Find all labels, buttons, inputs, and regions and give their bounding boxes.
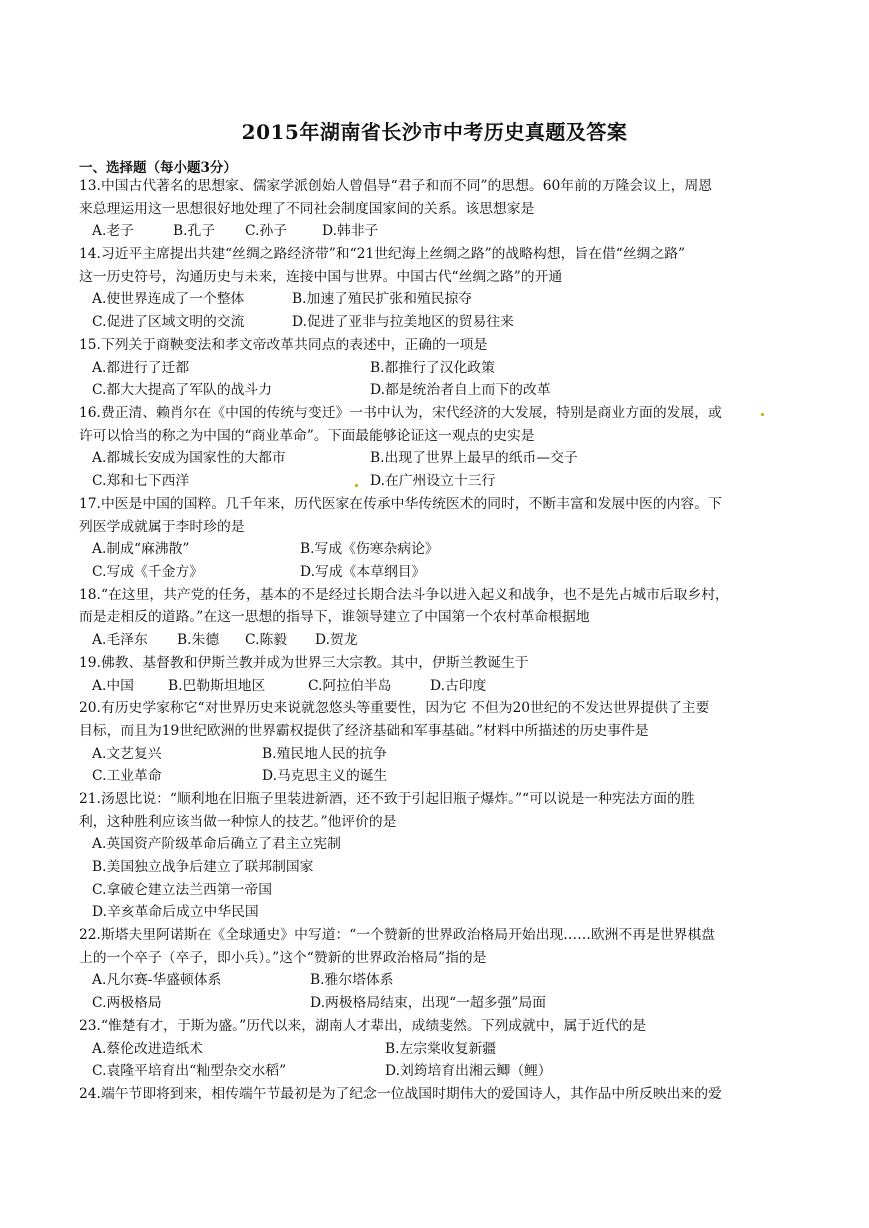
q23-option-a: A.蔡伦改进造纸术: [92, 1041, 203, 1057]
question-14-line-2: 这一历史符号，沟通历史与未来，连接中国与世界。中国古代“丝绸之路”的开通: [79, 269, 563, 285]
q18-option-c: C.陈毅: [245, 632, 288, 648]
q13-option-b: B.孔子: [173, 223, 216, 239]
question-19-line-1: 19.佛教、基督教和伊斯兰教并成为世界三大宗教。其中，伊斯兰教诞生于: [79, 655, 529, 671]
q16-option-b: B.出现了世界上最早的纸币—交子: [370, 450, 578, 466]
q23-option-b: B.左宗棠收复新疆: [385, 1041, 497, 1057]
q17-option-b: B.写成《伤寒杂病论》: [300, 541, 439, 557]
question-15-line-1: 15.下列关于商鞅变法和孝文帝改革共同点的表述中，正确的一项是: [79, 337, 488, 353]
question-20-line-1: 20.有历史学家称它“对世界历史来说就忽悠头等重要性，因为它 不但为20世纪的不发达世界提供了主要: [79, 700, 710, 716]
q14-option-d: D.促进了亚非与拉美地区的贸易往来: [292, 314, 514, 330]
q13-option-c: C.孙子: [245, 223, 288, 239]
question-16-line-1: 16.费正清、赖肖尔在《中国的传统与变迁》一书中认为，宋代经济的大发展，特别是商业方面的发展，或: [79, 405, 722, 421]
q18-option-b: B.朱德: [177, 632, 220, 648]
q16-option-d: D.在广州设立十三行: [370, 473, 496, 489]
q21-option-c: C.拿破仑建立法兰西第一帝国: [92, 882, 273, 898]
section-heading: 一、选择题（每小题3分）: [79, 160, 237, 176]
q22-option-c: C.两极格局: [92, 995, 162, 1011]
q23-option-c: C.袁隆平培育出“籼型杂交水稻”: [92, 1063, 287, 1079]
q21-option-d: D.辛亥革命后成立中华民国: [92, 904, 259, 920]
q22-option-d: D.两极格局结束，出现“一超多强”局面: [310, 995, 547, 1011]
q17-option-c: C.写成《千金方》: [92, 564, 204, 580]
question-17-line-2: 列医学成就属于李时珍的是: [79, 519, 245, 535]
q17-option-d: D.写成《本草纲目》: [300, 564, 426, 580]
q19-option-d: D.古印度: [430, 678, 487, 694]
q21-option-a: A.英国资产阶级革命后确立了君主立宪制: [92, 836, 341, 852]
q20-option-a: A.文艺复兴: [92, 746, 162, 762]
q20-option-c: C.工业革命: [92, 768, 162, 784]
q19-option-c: C.阿拉伯半岛: [308, 678, 392, 694]
q16-option-a: A.都城长安成为国家性的大都市: [92, 450, 286, 466]
q20-option-d: D.马克思主义的诞生: [262, 768, 388, 784]
q19-option-b: B.巴勒斯坦地区: [168, 678, 266, 694]
q14-option-b: B.加速了殖民扩张和殖民掠夺: [292, 291, 473, 307]
question-18-line-1: 18.“在这里，共产党的任务，基本的不是经过长期合法斗争以进入起义和战争，也不是先占城市后取乡村，: [79, 587, 729, 603]
q14-option-a: A.使世界连成了一个整体: [92, 291, 245, 307]
question-14-line-1: 14.习近平主席提出共建“丝绸之路经济带”和“21世纪海上丝绸之路”的战略构想，旨在借“丝绸之路”: [79, 246, 686, 262]
q15-option-b: B.都推行了汉化政策: [370, 360, 495, 376]
question-16-line-2: 许可以恰当的称之为中国的“商业革命”。下面最能够论证这一观点的史实是: [79, 428, 535, 444]
question-21-line-1: 21.汤恩比说：“顺利地在旧瓶子里装进新酒，还不致于引起旧瓶子爆炸。”“可以说是一种宪法方面的胜: [79, 791, 695, 807]
question-13-line-1: 13.中国古代著名的思想家、儒家学派创始人曾倡导“君子和而不同”的思想。60年前的万隆会议上，周恩: [79, 178, 713, 194]
q18-option-d: D.贺龙: [315, 632, 358, 648]
question-23-line-1: 23.“惟楚有才，于斯为盛。”历代以来，湖南人才辈出，成绩斐然。下列成就中，属于近代的是: [79, 1018, 647, 1034]
q20-option-b: B.殖民地人民的抗争: [262, 746, 387, 762]
q22-option-a: A.凡尔赛-华盛顿体系: [92, 972, 222, 988]
q15-option-c: C.都大大提高了军队的战斗力: [92, 382, 273, 398]
q14-option-c: C.促进了区域文明的交流: [92, 314, 245, 330]
question-22-line-1: 22.斯塔夫里阿诺斯在《全球通史》中写道：“一个赞新的世界政治格局开始出现……欧洲不再是世界棋盘: [79, 927, 716, 943]
question-18-line-2: 而是走相反的道路。”在这一思想的指导下，谁领导建立了中国第一个农村革命根据地: [79, 609, 590, 625]
question-21-line-2: 利，这种胜利应该当做一种惊人的技艺。”他评价的是: [79, 814, 397, 830]
question-22-line-2: 上的一个卒子（卒子，即小兵）。”这个“赞新的世界政治格局”指的是: [79, 950, 487, 966]
question-13-line-2: 来总理运用这一思想很好地处理了不同社会制度国家间的关系。该思想家是: [79, 201, 535, 217]
q17-option-a: A.制成“麻沸散”: [92, 541, 190, 557]
question-17-line-1: 17.中医是中国的国粹。几千年来，历代医家在传承中华传统医术的同时，不断丰富和发展中医的内容。下: [79, 496, 722, 512]
page-title: 2015年湖南省长沙市中考历史真题及答案: [241, 120, 628, 144]
q15-option-a: A.都进行了迁都: [92, 360, 190, 376]
q19-option-a: A.中国: [92, 678, 134, 694]
question-20-line-2: 目标，而且为19世纪欧洲的世界霸权提供了经济基础和军事基础。”材料中所描述的历史事件是: [79, 723, 649, 739]
q18-option-a: A.毛泽东: [92, 632, 148, 648]
ink-speck: [761, 413, 764, 416]
q23-option-d: D.刘筠培育出湘云鲫（鲤）: [385, 1063, 552, 1079]
q13-option-a: A.老子: [92, 223, 134, 239]
q21-option-b: B.美国独立战争后建立了联邦制国家: [92, 859, 314, 875]
q22-option-b: B.雅尔塔体系: [310, 972, 394, 988]
q16-option-c: C.郑和七下西洋: [92, 473, 190, 489]
q13-option-d: D.韩非子: [322, 223, 379, 239]
ink-speck: [355, 484, 358, 487]
q15-option-d: D.都是统治者自上而下的改革: [370, 382, 551, 398]
question-24-line-1: 24.端午节即将到来，相传端午节最初是为了纪念一位战国时期伟大的爱国诗人，其作品中所反映出来的爱: [79, 1086, 722, 1102]
